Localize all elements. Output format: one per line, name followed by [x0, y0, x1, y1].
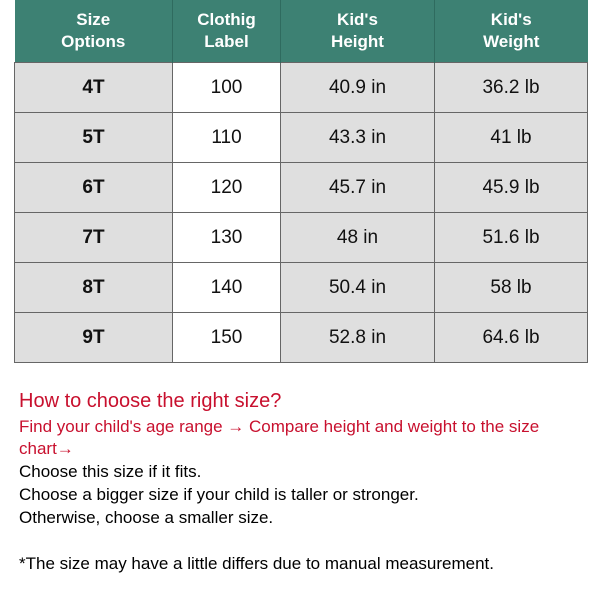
header-kids-height	[281, 0, 435, 63]
weight-cell: 58 lb	[435, 263, 588, 313]
measurement-note: *The size may have a little differs due to manual measurement.	[19, 554, 494, 573]
table-header-row	[15, 0, 588, 63]
weight-cell: 64.6 lb	[435, 313, 588, 363]
size-cell: 8T	[15, 263, 173, 313]
height-cell: 40.9 in	[281, 63, 435, 113]
table-row	[15, 313, 588, 363]
table-row	[15, 213, 588, 263]
header-text: Height	[331, 32, 384, 51]
header-text: Kid's	[337, 10, 378, 29]
guide-heading: How to choose the right size?	[19, 390, 282, 412]
label-cell: 140	[173, 263, 281, 313]
guide-line-smaller: Otherwise, choose a smaller size.	[19, 508, 274, 527]
height-cell: 45.7 in	[281, 163, 435, 213]
header-size-options	[15, 0, 173, 63]
header-text: Label	[204, 32, 249, 51]
label-cell: 150	[173, 313, 281, 363]
weight-cell: 45.9 lb	[435, 163, 588, 213]
size-cell: 5T	[15, 113, 173, 163]
size-chart-table	[14, 0, 588, 363]
weight-cell: 51.6 lb	[435, 213, 588, 263]
guide-line-fits: Choose this size if it fits.	[19, 462, 202, 481]
table-row	[15, 63, 588, 113]
weight-cell: 41 lb	[435, 113, 588, 163]
size-cell: 9T	[15, 313, 173, 363]
size-cell: 6T	[15, 163, 173, 213]
header-text: Options	[61, 32, 126, 51]
header-kids-weight	[435, 0, 588, 63]
table-row	[15, 163, 588, 213]
guide-line-bigger: Choose a bigger size if your child is taller or stronger.	[19, 485, 419, 504]
header-text: Size	[76, 10, 111, 29]
header-text: Kid's	[490, 10, 532, 29]
height-cell: 50.4 in	[281, 263, 435, 313]
label-cell: 100	[173, 63, 281, 113]
height-cell: 52.8 in	[281, 313, 435, 363]
height-cell: 48 in	[281, 213, 435, 263]
size-cell: 4T	[15, 63, 173, 113]
guide-steps: Find your child's age range → Compare height and weight to the size chart→	[19, 417, 540, 458]
header-text: Clothig	[197, 10, 256, 29]
header-clothing-label	[173, 0, 281, 63]
header-text: Weight	[483, 32, 540, 51]
table-row	[15, 263, 588, 313]
height-cell: 43.3 in	[281, 113, 435, 163]
label-cell: 110	[173, 113, 281, 163]
weight-cell: 36.2 lb	[435, 63, 588, 113]
label-cell: 130	[173, 213, 281, 263]
label-cell: 120	[173, 163, 281, 213]
size-cell: 7T	[15, 213, 173, 263]
size-guide	[19, 388, 594, 575]
table-row	[15, 113, 588, 163]
